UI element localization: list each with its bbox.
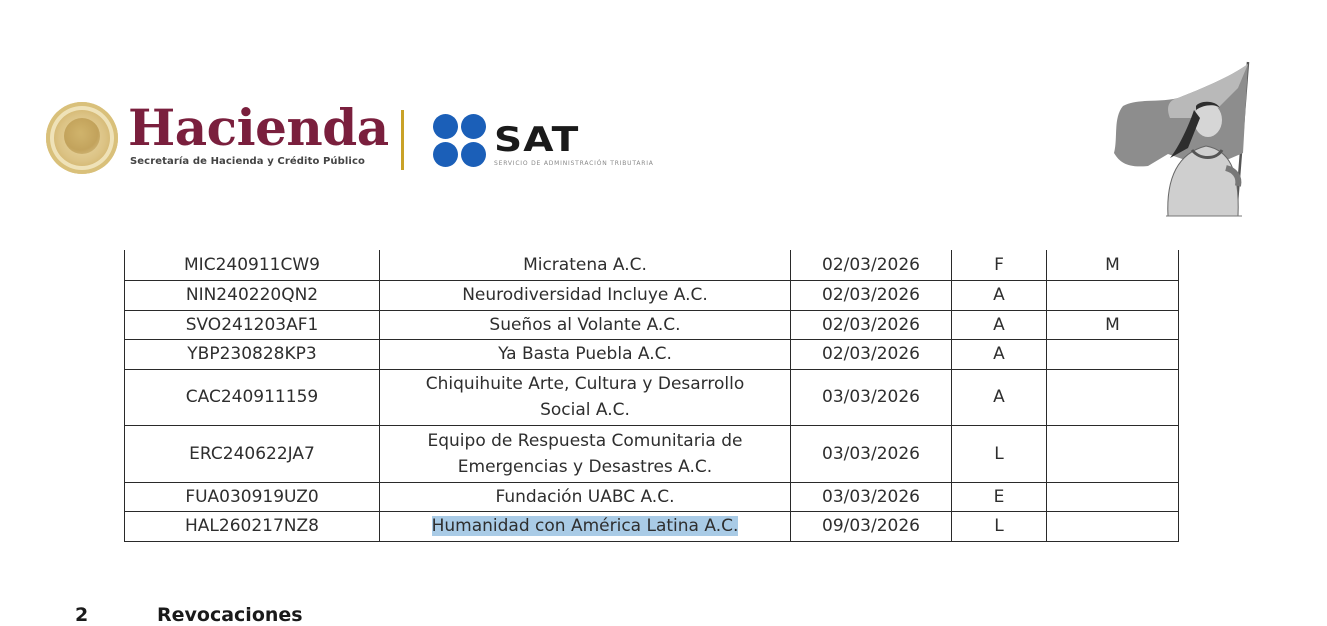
name-cell: Chiquihuite Arte, Cultura y Desarrollo Social A.C. [380, 369, 791, 425]
table-row [125, 250, 1179, 280]
date-cell: 02/03/2026 [791, 310, 952, 339]
type-cell: A [952, 280, 1047, 310]
table-row [125, 425, 1179, 482]
rfc-cell: SVO241203AF1 [125, 310, 380, 339]
heroine-with-flag-illustration-icon [1108, 58, 1258, 218]
sat-logo-subtitle: SERVICIO DE ADMINISTRACIÓN TRIBUTARIA [494, 160, 654, 167]
extra-cell [1047, 425, 1179, 482]
name-cell: Sueños al Volante A.C. [380, 310, 791, 339]
name-cell: Fundación UABC A.C. [380, 482, 791, 511]
name-cell[interactable] [380, 511, 791, 541]
extra-cell [1047, 369, 1179, 425]
table-row [125, 369, 1179, 425]
sat-dots-icon [433, 114, 487, 168]
rfc-cell: HAL260217NZ8 [125, 511, 380, 541]
extra-cell: M [1047, 310, 1179, 339]
date-cell: 02/03/2026 [791, 280, 952, 310]
table-row [125, 280, 1179, 310]
name-cell: Micratena A.C. [380, 250, 791, 280]
type-cell: F [952, 250, 1047, 280]
type-cell: E [952, 482, 1047, 511]
section-number: 2 [75, 604, 89, 626]
hacienda-logo-title: Hacienda [128, 98, 389, 157]
table-row [125, 339, 1179, 369]
rfc-cell: FUA030919UZ0 [125, 482, 380, 511]
type-cell: L [952, 425, 1047, 482]
date-cell: 03/03/2026 [791, 425, 952, 482]
rfc-cell: YBP230828KP3 [125, 339, 380, 369]
extra-cell [1047, 339, 1179, 369]
type-cell: A [952, 339, 1047, 369]
donataria-table [124, 250, 1179, 542]
rfc-cell: ERC240622JA7 [125, 425, 380, 482]
date-cell: 09/03/2026 [791, 511, 952, 541]
national-seal-icon [46, 102, 118, 174]
rfc-cell: NIN240220QN2 [125, 280, 380, 310]
date-cell: 02/03/2026 [791, 339, 952, 369]
selected-text-highlight[interactable]: Humanidad con América Latina A.C. [431, 516, 739, 536]
extra-cell [1047, 482, 1179, 511]
extra-cell [1047, 511, 1179, 541]
table-row [125, 482, 1179, 511]
rfc-cell: CAC240911159 [125, 369, 380, 425]
hacienda-logo-subtitle: Secretaría de Hacienda y Crédito Público [130, 156, 365, 167]
table-row-selected [125, 511, 1179, 541]
date-cell: 03/03/2026 [791, 482, 952, 511]
name-cell: Neurodiversidad Incluye A.C. [380, 280, 791, 310]
section-title: Revocaciones [157, 604, 303, 626]
sat-logo-title: SAT [494, 120, 580, 160]
name-cell: Ya Basta Puebla A.C. [380, 339, 791, 369]
date-cell: 03/03/2026 [791, 369, 952, 425]
document-header [0, 0, 1327, 240]
table-row [125, 310, 1179, 339]
logo-divider [401, 110, 404, 170]
type-cell: A [952, 369, 1047, 425]
date-cell: 02/03/2026 [791, 250, 952, 280]
extra-cell [1047, 280, 1179, 310]
extra-cell: M [1047, 250, 1179, 280]
type-cell: L [952, 511, 1047, 541]
type-cell: A [952, 310, 1047, 339]
rfc-cell: MIC240911CW9 [125, 250, 380, 280]
name-cell: Equipo de Respuesta Comunitaria de Emergencias y Desastres A.C. [380, 425, 791, 482]
